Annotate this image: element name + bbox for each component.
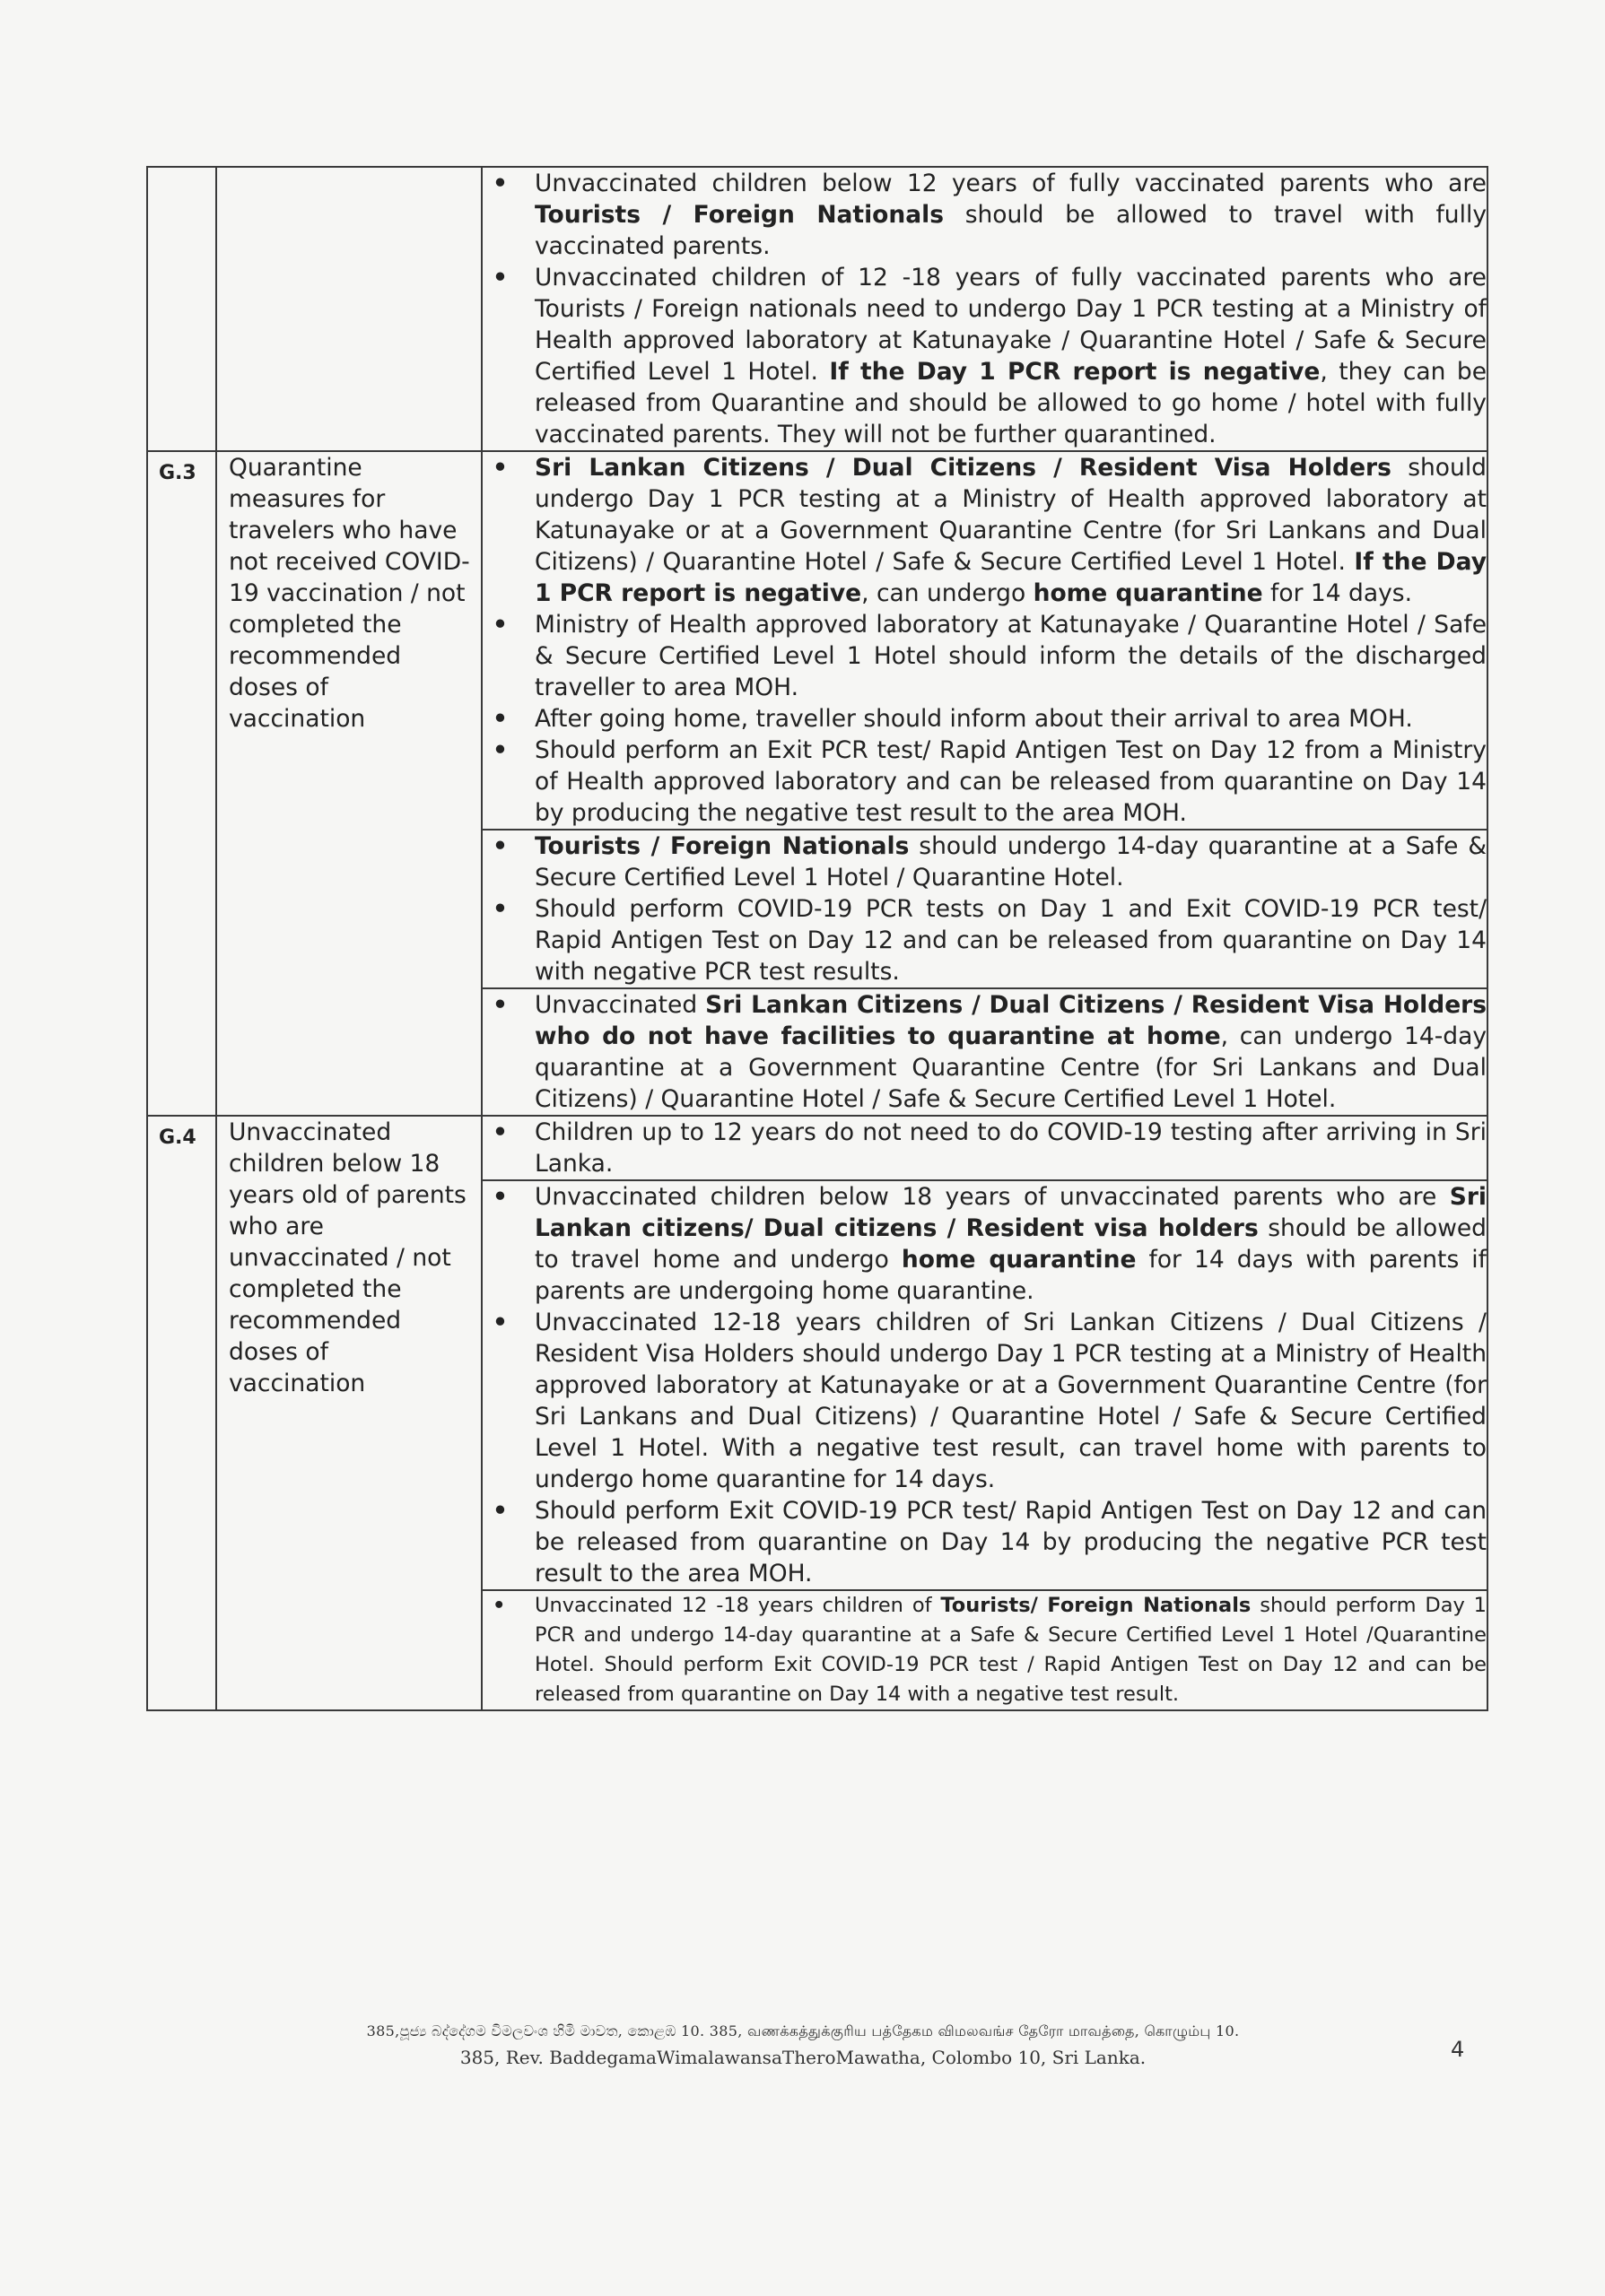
section-title-cell	[216, 1116, 482, 1710]
bullet-icon: •	[493, 705, 508, 733]
bullet-item	[483, 1307, 1487, 1495]
bullet-item	[483, 452, 1487, 609]
measures-cell	[482, 830, 1487, 988]
bullet-text: Sri Lankan Citizens / Dual Citizens / Resident Visa Holders should undergo Day 1 PCR testing at a Ministry of Health approved laboratory at Katunayake or at a Government Quarantine Centre (for Sri Lankans and Dual Citizens) / Quarantine Hotel / Safe & Secure Certified Level 1 Hotel. If the Day 1 PCR report is negative, can undergo home quarantine for 14 days.	[535, 454, 1487, 607]
guidelines-table	[146, 166, 1488, 1711]
bullet-text: Unvaccinated Sri Lankan Citizens / Dual Citizens / Resident Visa Holders who do not have facilities to quarantine at home, can undergo 14-day quarantine at a Government Quarantine Centre (for Sri Lankans and Dual Citizens) / Quarantine Hotel / Safe & Secure Certified Level 1 Hotel.	[535, 991, 1487, 1113]
measures-cell	[482, 451, 1487, 830]
bullet-text: Ministry of Health approved laboratory at Katunayake / Quarantine Hotel / Safe & Secure Certified Level 1 Hotel should inform the details of the discharged traveller to area MOH.	[535, 611, 1487, 701]
section-code-cell	[147, 1116, 216, 1710]
section-code	[148, 168, 215, 173]
bullet-list	[483, 1181, 1487, 1589]
table-row	[147, 1116, 1487, 1180]
bullet-list	[483, 168, 1487, 450]
section-title: Quarantine measures for travelers who have not received COVID-19 vaccination / not completed the recommended doses of vaccination	[229, 454, 470, 733]
footer-address-english: 385, Rev. BaddegamaWimalawansaTheroMawatha, Colombo 10, Sri Lanka.	[459, 2047, 1147, 2068]
bullet-list	[483, 1117, 1487, 1179]
bullet-text: After going home, traveller should inform about their arrival to area MOH.	[535, 705, 1413, 733]
section-code-cell	[147, 167, 216, 451]
bullet-item	[483, 1181, 1487, 1307]
bullet-item	[483, 1117, 1487, 1179]
bullet-item	[483, 609, 1487, 703]
bullet-icon: •	[493, 1309, 508, 1336]
section-title-cell	[216, 451, 482, 1116]
bullet-list	[483, 831, 1487, 987]
bullet-item	[483, 831, 1487, 893]
bullet-text: Tourists / Foreign Nationals should undergo 14-day quarantine at a Safe & Secure Certified Level 1 Hotel / Quarantine Hotel.	[535, 832, 1487, 891]
measures-cell	[482, 988, 1487, 1116]
table-row	[147, 451, 1487, 830]
section-code: G.4	[159, 1126, 196, 1149]
bullet-item	[483, 262, 1487, 450]
bullet-item	[483, 703, 1487, 735]
bullet-text: Should perform Exit COVID-19 PCR test/ Rapid Antigen Test on Day 12 and can be released from quarantine on Day 14 by producing the negative PCR test result to the area MOH.	[535, 1497, 1487, 1587]
bullet-text: Should perform COVID-19 PCR tests on Day 1 and Exit COVID-19 PCR test/ Rapid Antigen Test on Day 12 and can be released from quarantine on Day 14 with negative PCR test results.	[535, 895, 1487, 986]
footer-address	[238, 2022, 1368, 2068]
bullet-item	[483, 1591, 1487, 1709]
bullet-text: Children up to 12 years do not need to do COVID-19 testing after arriving in Sri Lanka.	[535, 1118, 1487, 1178]
measures-cell	[482, 1590, 1487, 1710]
table-row	[147, 167, 1487, 451]
bullet-list	[483, 1591, 1487, 1709]
bullet-icon: •	[493, 454, 508, 482]
bullet-icon: •	[493, 1497, 508, 1525]
section-title-cell	[216, 167, 482, 451]
bullet-icon: •	[493, 895, 508, 923]
section-code: G.3	[159, 462, 196, 484]
bullet-icon: •	[493, 991, 508, 1019]
measures-cell	[482, 1116, 1487, 1180]
bullet-list	[483, 452, 1487, 829]
bullet-icon: •	[493, 170, 508, 197]
bullet-icon: •	[493, 1183, 508, 1211]
bullet-item	[483, 735, 1487, 829]
bullet-text: Unvaccinated children below 12 years of fully vaccinated parents who are Tourists / Foreign Nationals should be allowed to travel with fully vaccinated parents.	[535, 170, 1487, 260]
bullet-icon: •	[493, 736, 508, 764]
bullet-text: Should perform an Exit PCR test/ Rapid Antigen Test on Day 12 from a Ministry of Health approved laboratory and can be released from quarantine on Day 14 by producing the negative test result to the area MOH.	[535, 736, 1487, 827]
bullet-text: Unvaccinated 12 -18 years children of Tourists/ Foreign Nationals should perform Day 1 PCR and undergo 14-day quarantine at a Safe & Secure Certified Level 1 Hotel /Quarantine Hotel. Should perform Exit COVID-19 PCR test / Rapid Antigen Test on Day 12 and can be released from quarantine on Day 14 with a negative test result.	[535, 1594, 1487, 1706]
bullet-icon: •	[493, 264, 508, 291]
section-title: Unvaccinated children below 18 years old of parents who are unvaccinated / not completed the recommended doses of vaccination	[229, 1118, 467, 1397]
bullet-item	[483, 893, 1487, 987]
bullet-icon: •	[493, 1118, 508, 1146]
bullet-text: Unvaccinated 12-18 years children of Sri Lankan Citizens / Dual Citizens / Resident Visa Holders should undergo Day 1 PCR testing at a Ministry of Health approved laboratory at Katunayake or at a Government Quarantine Centre (for Sri Lankans and Dual Citizens) / Quarantine Hotel / Safe & Secure Certified Level 1 Hotel. With a negative test result, can travel home with parents to undergo home quarantine for 14 days.	[535, 1309, 1487, 1493]
bullet-item	[483, 168, 1487, 262]
section-code-cell	[147, 451, 216, 1116]
bullet-item	[483, 989, 1487, 1115]
bullet-text: Unvaccinated children below 18 years of unvaccinated parents who are Sri Lankan citizens/ Dual citizens / Resident visa holders should be allowed to travel home and undergo home quarantine for 14 days with parents if parents are undergoing home quarantine.	[535, 1183, 1487, 1305]
measures-cell	[482, 1180, 1487, 1590]
bullet-icon: •	[493, 611, 508, 639]
bullet-list	[483, 989, 1487, 1115]
bullet-item	[483, 1495, 1487, 1589]
page-number: 4	[1451, 2037, 1465, 2062]
bullet-icon: •	[493, 832, 508, 860]
bullet-text: Unvaccinated children of 12 -18 years of fully vaccinated parents who are Tourists / Foreign nationals need to undergo Day 1 PCR testing at a Ministry of Health approved laboratory at Katunayake / Quarantine Hotel / Safe & Secure Certified Level 1 Hotel. If the Day 1 PCR report is negative, they can be released from Quarantine and should be allowed to go home / hotel with fully vaccinated parents. They will not be further quarantined.	[535, 264, 1487, 448]
footer-address-local: 385,පූජ්‍ය බද්දේගම විමලවංශ හිමි මාවත, කොළඹ 10. 385, வணக்கத்துக்குரிய பத்தேகம விமலவங்ச தேரோ மாவத்தை, கொழும்பு 10.	[366, 2022, 1240, 2039]
bullet-icon: •	[493, 1594, 506, 1617]
measures-cell	[482, 167, 1487, 451]
